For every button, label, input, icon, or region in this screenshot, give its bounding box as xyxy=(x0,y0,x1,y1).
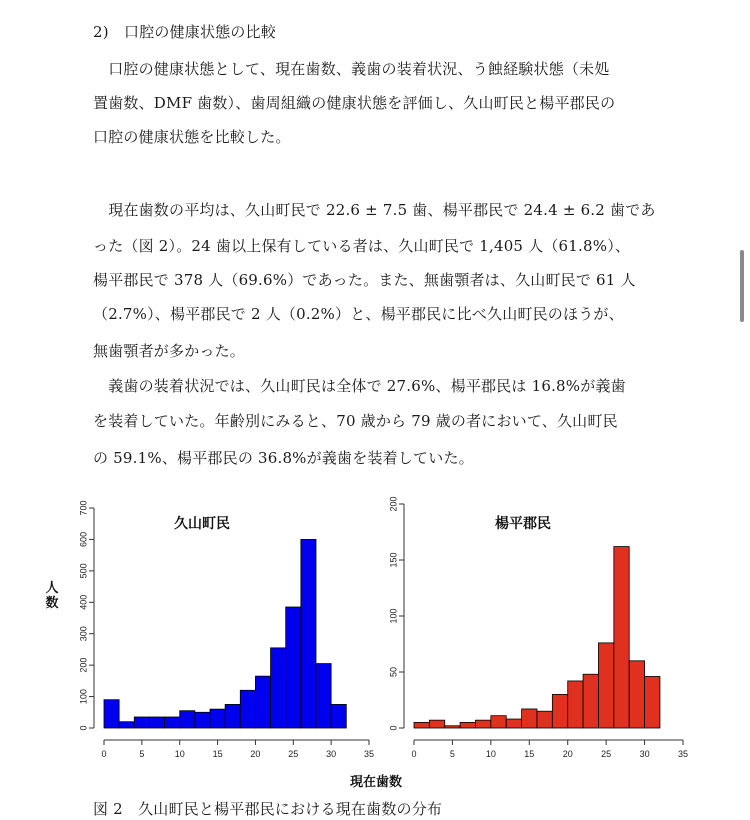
y-tick-label: 100 xyxy=(78,689,89,705)
histogram-bar xyxy=(225,704,240,728)
histogram-bar xyxy=(629,661,644,728)
y-tick-label: 700 xyxy=(78,500,89,516)
histogram-bar xyxy=(149,717,164,728)
histogram-bar xyxy=(475,720,490,728)
section-heading: 2) 口腔の健康状態の比較 xyxy=(93,23,276,41)
x-tick-label: 15 xyxy=(524,749,535,759)
histogram-bar xyxy=(301,539,316,728)
histogram-bar xyxy=(210,709,225,728)
histogram-bar xyxy=(552,694,567,728)
paragraph-line: （2.7%）、楊平郡民で 2 人（0.2%）と、楊平郡民に比べ久山町民のほうが、 xyxy=(93,305,624,323)
chart-title: 楊平郡民 xyxy=(495,515,551,531)
y-tick-label: 150 xyxy=(388,552,399,568)
x-tick-label: 25 xyxy=(288,749,299,759)
paragraph-line: を装着していた。年齢別にみると、70 歳から 79 歳の者において、久山町民 xyxy=(93,412,618,430)
histogram-bar xyxy=(645,676,660,728)
x-tick-label: 10 xyxy=(485,749,496,759)
histogram-bar xyxy=(316,664,331,728)
x-tick-label: 20 xyxy=(562,749,573,759)
x-tick-label: 30 xyxy=(326,749,337,759)
y-tick-label: 0 xyxy=(78,725,89,731)
y-tick-label: 400 xyxy=(78,594,89,610)
histogram-bar xyxy=(104,700,119,728)
y-axis-label: 人 xyxy=(45,580,59,595)
x-tick-label: 0 xyxy=(101,749,107,759)
histogram-bar xyxy=(506,719,521,728)
histogram-bar xyxy=(414,722,429,728)
figure-histograms xyxy=(0,490,750,820)
y-tick-label: 300 xyxy=(78,626,89,642)
histogram-bar xyxy=(537,711,552,728)
figure-caption: 図 2 久山町民と楊平郡民における現在歯数の分布 xyxy=(93,800,443,818)
paragraph-line: 口腔の健康状態として、現在歯数、義歯の装着状況、う蝕経験状態（未処 xyxy=(93,60,610,78)
x-tick-label: 35 xyxy=(363,749,375,759)
histogram-bar xyxy=(134,717,149,728)
y-tick-label: 100 xyxy=(388,608,399,624)
x-tick-label: 15 xyxy=(212,749,223,759)
y-axis-label: 数 xyxy=(45,595,59,610)
histogram-bar xyxy=(286,607,301,728)
histogram-bar xyxy=(429,720,444,728)
x-tick-label: 5 xyxy=(449,749,455,759)
x-tick-label: 0 xyxy=(411,749,417,759)
paragraph-line: 置歯数、DMF 歯数）、歯周組織の健康状態を評価し、久山町民と楊平郡民の xyxy=(93,94,616,112)
paragraph-line: の 59.1%、楊平郡民の 36.8%が義歯を装着していた。 xyxy=(93,449,474,467)
paragraph-line: 無歯顎者が多かった。 xyxy=(93,342,246,360)
paragraph-line: った（図 2）。24 歯以上保有している者は、久山町民で 1,405 人（61.8%）、 xyxy=(93,237,631,255)
histogram-bar xyxy=(165,717,180,728)
histogram-bar xyxy=(598,643,613,728)
paragraph-line: 義歯の装着状況では、久山町民は全体で 27.6%、楊平郡民は 16.8%が義歯 xyxy=(93,377,626,395)
y-tick-label: 200 xyxy=(388,496,399,512)
x-tick-label: 25 xyxy=(601,749,612,759)
histogram-bar xyxy=(614,547,629,728)
paragraph-line: 楊平郡民で 378 人（69.6%）であった。また、無歯顎者は、久山町民で 61 人 xyxy=(93,271,636,289)
paragraph-line: 口腔の健康状態を比較した。 xyxy=(93,128,291,146)
histogram-bar xyxy=(195,712,210,728)
histogram-bar xyxy=(522,709,537,728)
y-tick-label: 500 xyxy=(78,563,89,579)
y-tick-label: 0 xyxy=(388,725,399,731)
histogram-bar xyxy=(180,711,195,728)
histogram-bar xyxy=(568,681,583,728)
x-tick-label: 30 xyxy=(639,749,650,759)
histogram-bar xyxy=(240,690,255,728)
y-tick-label: 600 xyxy=(78,531,89,547)
histogram-bar xyxy=(119,722,134,728)
histogram-bar xyxy=(460,722,475,728)
histogram-bar xyxy=(331,704,346,728)
chart-title: 久山町民 xyxy=(174,515,230,531)
x-tick-label: 35 xyxy=(677,749,689,759)
paragraph-line: 現在歯数の平均は、久山町民で 22.6 ± 7.5 歯、楊平郡民で 24.4 ± 6.2 歯であ xyxy=(93,201,656,219)
scrollbar-thumb[interactable] xyxy=(740,250,744,322)
histogram-bar xyxy=(271,648,286,728)
y-tick-label: 200 xyxy=(78,657,89,673)
histogram-bar xyxy=(491,716,506,728)
x-tick-label: 20 xyxy=(250,749,261,759)
histogram-bar xyxy=(255,676,270,728)
histogram-bar xyxy=(445,726,460,728)
x-axis-label: 現在歯数 xyxy=(349,774,403,789)
y-tick-label: 50 xyxy=(388,666,399,678)
x-tick-label: 10 xyxy=(174,749,185,759)
x-tick-label: 5 xyxy=(139,749,145,759)
histogram-bar xyxy=(583,674,598,728)
